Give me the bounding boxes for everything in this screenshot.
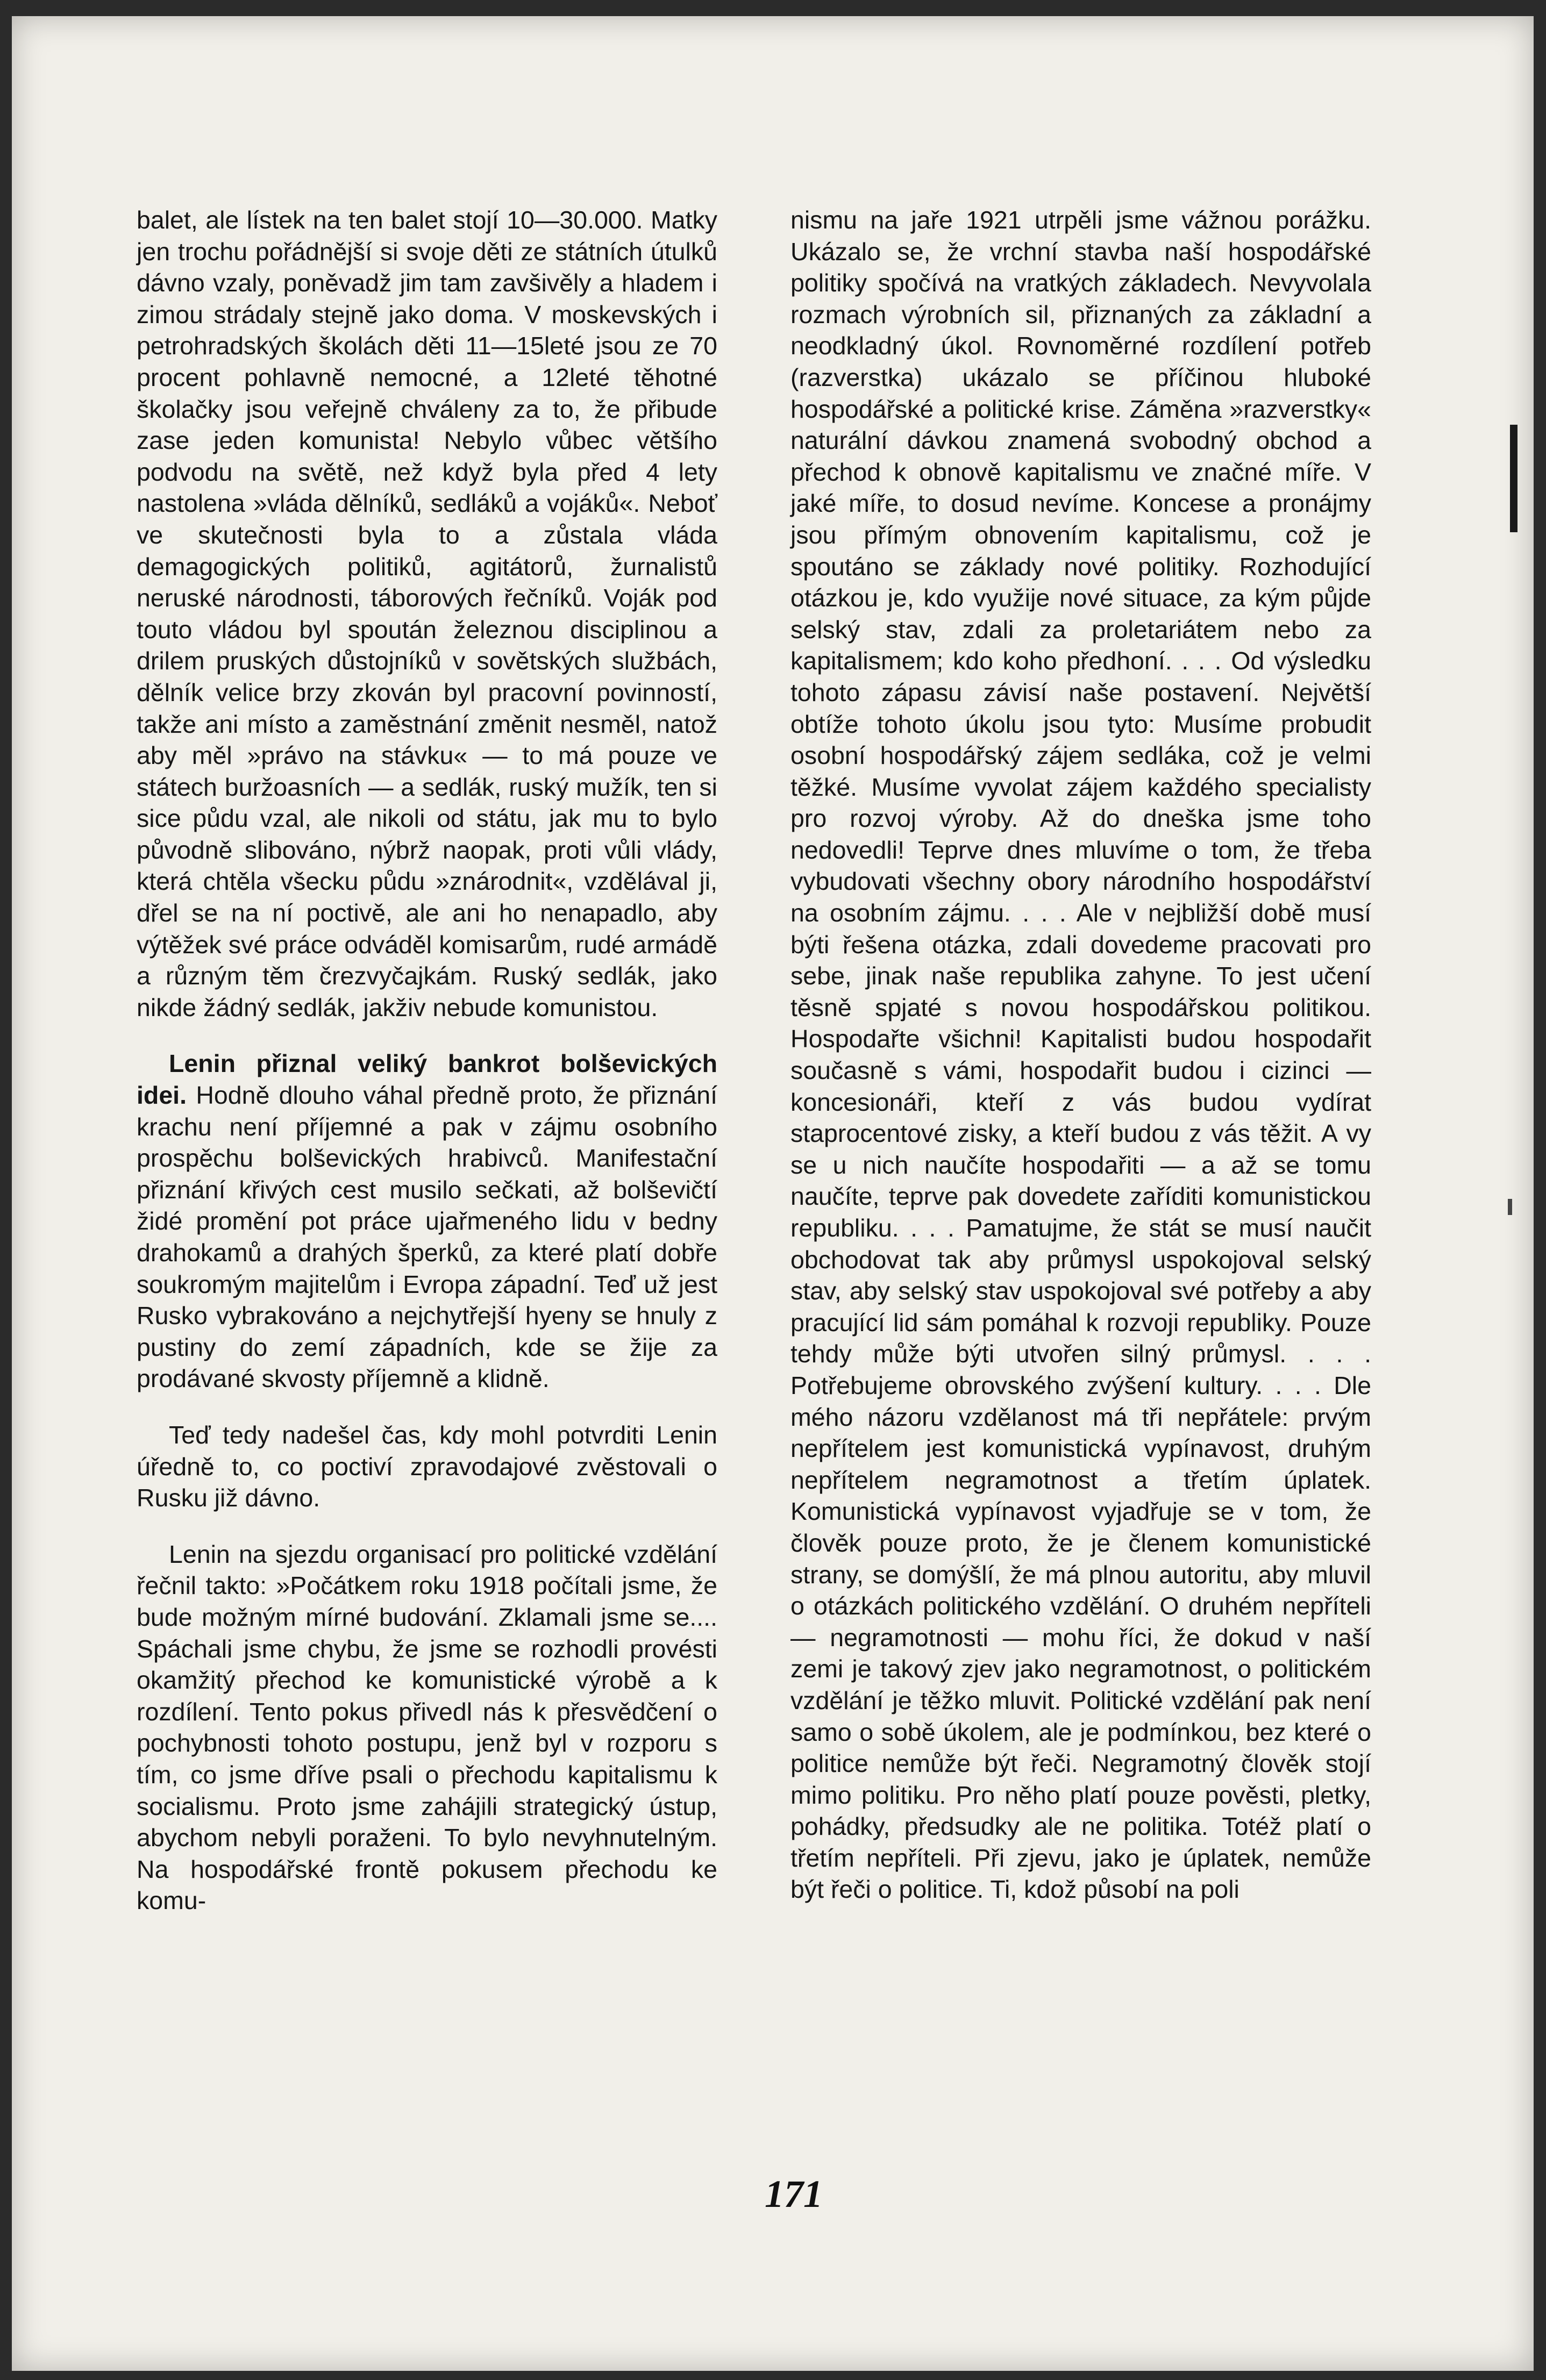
scan-edge-mark-small bbox=[1508, 1199, 1512, 1215]
right-paragraph-1: nismu na jaře 1921 utrpěli jsme vážnou porážku. Ukázalo se, že vrchní stavba naší hospodářské politiky spočívá na vratkých základech. Nevyvolala rozmach výrobních sil, přiznaných za základní a neodkladný úkol. Rovnoměrné rozdílení potřeb (razverstka) ukázalo se příčinou hluboké hospodářské a politické krise. Záměna »razverstky« naturální dávkou znamená svobodný obchod a přechod k obnově kapitalismu ve značné míře. V jaké míře, to dosud nevíme. Koncese a pronájmy jsou přímým obnovením kapitalismu, což je spoutáno se základy nové politiky. Rozhodující otázkou je, kdo využije nové situace, za kým půjde selský stav, zdali za proletariátem nebo za kapitalismem; kdo koho předhoní. . . . Od výsledku tohoto zápasu závisí naše postavení. Největší obtíže tohoto úkolu jsou tyto: Musíme probudit osobní hospodářský zájem sedláka, což je velmi těžké. Musíme vyvolat zájem každého specialisty pro rozvoj výroby. Až do dneška jsme toho nedovedli! Teprve dnes mluvíme o tom, že třeba vybudovati všechny obory národního hospodářství na osobním zájmu. . . . Ale v nejbližší době musí býti řešena otázka, zdali dovedeme pracovati pro sebe, jinak naše republika zahyne. To jest učení těsně spjaté s novou hospodářskou politikou. Hospodařte všichni! Kapitalisti budou hospodařit současně s vámi, hospodařit budou i cizinci — koncesionáři, kteří z vás budou vydírat staprocentové zisky, a kteří budou z vás těžit. A vy se u nich naučíte hospodařiti — a až se tomu naučíte, teprve pak dovedete zaříditi komunistickou republiku. . . . Pamatujme, že stát se musí naučit obchodovat tak aby průmysl uspokojoval selský stav, aby selský stav uspokojoval své potřeby a aby pracující lid sám pomáhal k rozvoji republiky. Pouze tehdy může býti utvořen silný průmysl. . . . Potřebujeme obrovského zvýšení kultury. . . . Dle mého názoru vzdělanost má tři nepřátele: prvým nepřítelem jest komunistická vypínavost, druhým nepřítelem negramotnost a třetím úplatek. Komunistická vypínavost vyjadřuje se v tom, že člověk pouze proto, že je členem komunistické strany, se domýšlí, že má plnou autoritu, aby mluvil o otázkách politického vzdělání. O druhém nepříteli — negramotnosti — mohu říci, že dokud v naší zemi je takový zjev jako negramotnost, o politickém vzdělání je těžko mluvit. Politické vzdělání pak není samo o sobě úkolem, ale je podmínkou, bez které o politice nemůže být řeči. Negramotný člověk stojí mimo politiku. Pro něho platí pouze pověsti, pletky, pohádky, předsudky ale ne politika. Totéž platí o třetím nepříteli. Při zjevu, jako je úplatek, nemůže být řeči o politice. Ti, kdož působí na poli bbox=[790, 206, 1371, 1904]
section-lead-heading: Lenin přiznal veliký bankrot bolševických idei. bbox=[137, 1049, 717, 1110]
left-paragraph-4: Lenin na sjezdu organisací pro politické vzdělání řečnil takto: »Počátkem roku 1918 počítali jsme, že bude možným mírné budování. Zklamali jsme se.... Spáchali jsme chybu, že jsme se rozhodli provésti okamžitý přechod ke komunistické výrobě a k rozdílení. Tento pokus přivedl nás k přesvědčení o pochybnosti tohoto postupu, jenž byl v rozporu s tím, co jsme dříve psali o přechodu kapitalismu k socialismu. Proto jsme zahájili strategický ústup, abychom nebyli poraženi. To bylo nevyhnutelným. Na hospodářské frontě pokusem přechodu ke komu- bbox=[137, 1540, 717, 1915]
left-paragraph-2 bbox=[137, 1048, 717, 1395]
left-paragraph-1: balet, ale lístek na ten balet stojí 10—30.000. Matky jen trochu pořádnější si svoje děti ze státních útulků dávno vzaly, poněvadž jim tam zavšivěly a hladem i zimou strádaly stejně jako doma. V moskevských i petrohradských školách děti 11—15leté jsou ze 70 procent pohlavně nemocné, a 12leté těhotné školačky jsou veřejně chváleny za to, že přibude zase jeden komunista! Nebylo vůbec většího podvodu na světě, než když byla před 4 lety nastolena »vláda dělníků, sedláků a vojáků«. Neboť ve skutečnosti byla to a zůstala vláda demagogických politiků, agitátorů, žurnalistů neruské národnosti, táborových řečníků. Voják pod touto vládou byl spoután železnou disciplinou a drilem pruských důstojníků v sovětských službách, dělník velice brzy zkován byl pracovní povinností, takže ani místo a zaměstnání změnit nesměl, natož aby měl »právo na stávku« — to má pouze ve státech buržoasních — a sedlák, ruský mužík, ten si sice půdu vzal, ale nikoli od státu, jak mu to bylo původně slibováno, nýbrž naopak, proti vůli vlády, která chtěla všecku půdu »znárodnit«, vzdělával ji, dřel se na ní poctivě, ale ani ho nenapadlo, aby výtěžek své práce odváděl komisarům, rudé armádě a různým těm črezvyčajkám. Ruský sedlák, jako nikde žádný sedlák, jakživ nebude komunistou. bbox=[137, 206, 717, 1021]
document-page bbox=[12, 16, 1534, 2371]
right-column bbox=[790, 204, 1371, 1917]
left-paragraph-3: Teď tedy nadešel čas, kdy mohl potvrditi Lenin úředně to, co poctiví zpravodajové zvěstovali o Rusku již dávno. bbox=[137, 1420, 717, 1512]
left-paragraph-2-body: Hodně dlouho váhal předně proto, že přiznání krachu není příjemné a pak v zájmu osobního prospěchu bolševických hrabivců. Manifestační přiznání křivých cest musilo sečkati, až bolševičtí židé promění pot práce ujařmeného lidu v bedny drahokamů a drahých šperků, za které platí dobře soukromým majitelům i Evropa západní. Teď už jest Rusko vybrakováno a nejchytřejší hyeny se hnuly z pustiny do zemí západních, kde se žije za prodávané skvosty příjemně a klidně. bbox=[137, 1081, 718, 1393]
left-column bbox=[137, 204, 717, 1928]
page-number: 171 bbox=[765, 2172, 823, 2215]
scan-edge-mark bbox=[1510, 425, 1517, 532]
